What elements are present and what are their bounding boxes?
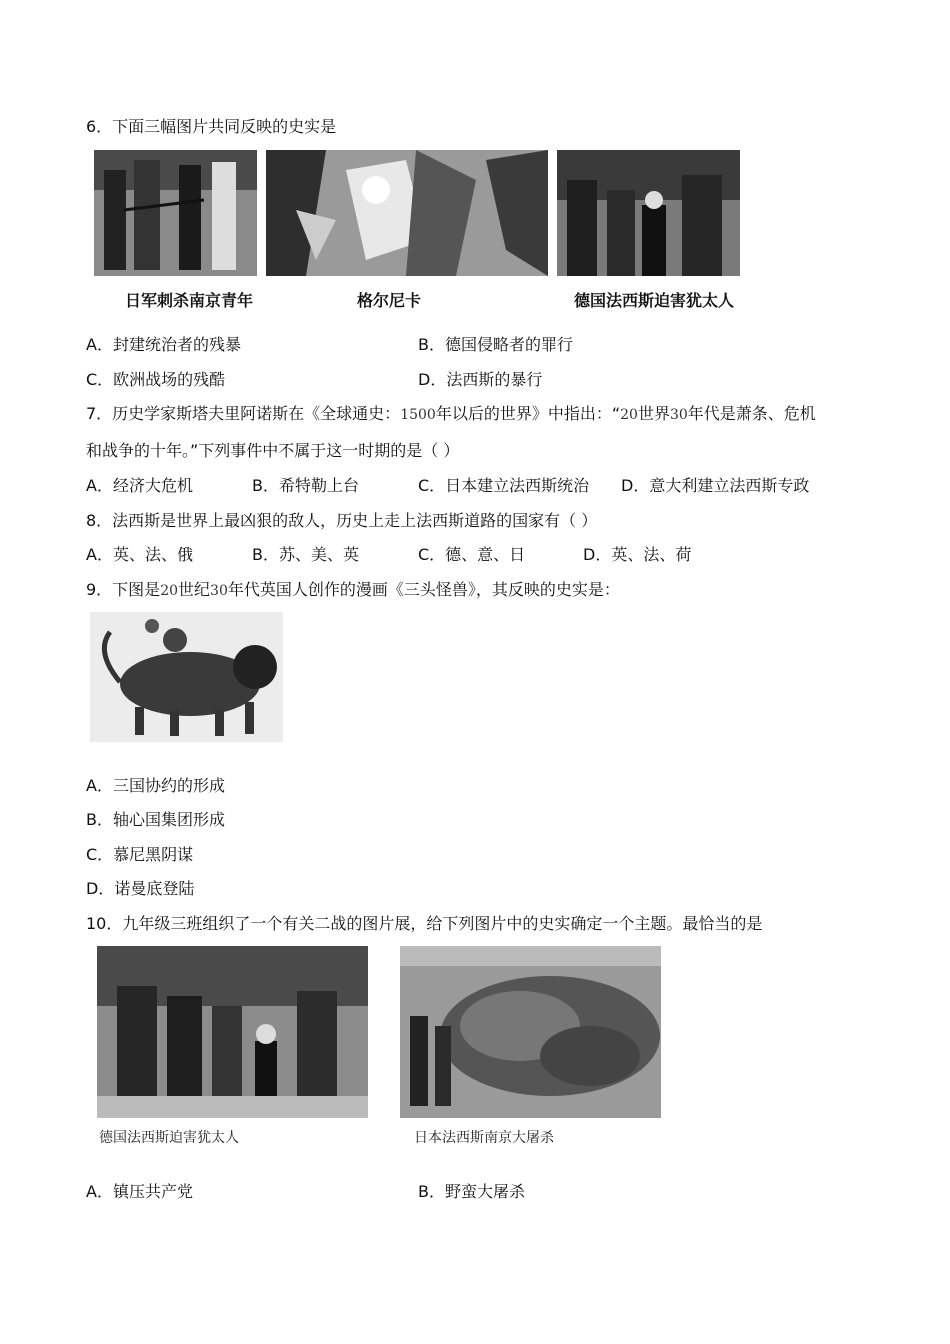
q9-option-c: C．慕尼黑阴谋 <box>86 845 194 864</box>
cartoon-three-headed-monster <box>90 612 283 742</box>
q6-option-d: D．法西斯的暴行 <box>418 370 543 389</box>
q10-option-b: B．野蛮大屠杀 <box>418 1182 525 1201</box>
q8-option-d: D．英、法、荷 <box>583 545 692 564</box>
q7-text-3: 世界 <box>637 404 670 423</box>
q6-option-a: A．封建统治者的残暴 <box>86 335 241 354</box>
q7-option-d: D．意大利建立法西斯专政 <box>621 476 810 495</box>
q9-number-20: 20 <box>160 583 179 599</box>
q9-stem <box>86 579 620 602</box>
q9-text-1: 9．下图是 <box>86 580 161 599</box>
q8-option-a: A．英、法、俄 <box>86 545 193 564</box>
q7-option-b: B．希特勒上台 <box>252 476 359 495</box>
q6-option-c: C．欧洲战场的残酷 <box>86 370 226 389</box>
q7-number-30: 30 <box>669 407 688 423</box>
q7-text-2: 年以后的世界》中指出：“ <box>435 404 621 423</box>
q7-number-20: 20 <box>620 407 638 423</box>
q6-caption-3: 德国法西斯迫害犹太人 <box>574 291 735 310</box>
photo-nanjing-bayonet <box>94 150 257 276</box>
photo-warsaw-ghetto <box>97 946 368 1118</box>
q6-stem: 6．下面三幅图片共同反映的史实是 <box>86 117 337 136</box>
q7-stem-line2: 和战争的十年。”下列事件中不属于这一时期的是（ ） <box>86 441 460 460</box>
q9-text-3: 年代英国人创作的漫画《三头怪兽》，其反映的史实是： <box>227 580 620 599</box>
photo-nanjing-massacre <box>400 946 661 1118</box>
q6-option-b: B．德国侵略者的罪行 <box>418 335 573 354</box>
q7-text-4: 年代是萧条、危机 <box>687 404 816 423</box>
q7-number-1500: 1500 <box>400 407 436 423</box>
q7-option-a: A．经济大危机 <box>86 476 193 495</box>
q9-text-2: 世纪 <box>178 580 211 599</box>
q6-caption-1: 日军刺杀南京青年 <box>125 291 254 310</box>
painting-guernica <box>266 150 548 276</box>
q8-option-b: B．苏、美、英 <box>252 545 359 564</box>
q8-option-c: C．德、意、日 <box>418 545 526 564</box>
q9-option-b: B．轴心国集团形成 <box>86 810 225 829</box>
q9-option-a: A．三国协约的形成 <box>86 776 225 795</box>
photo-jewish-persecution <box>557 150 740 276</box>
q7-text-1: 7．历史学家斯塔夫里阿诺斯在《全球通史： <box>86 404 401 423</box>
q10-stem: 10．九年级三班组织了一个有关二战的图片展，给下列图片中的史实确定一个主题。最恰当的是 <box>86 914 763 933</box>
q8-stem: 8．法西斯是世界上最凶狠的敌人，历史上走上法西斯道路的国家有（ ） <box>86 511 598 530</box>
q6-caption-2: 格尔尼卡 <box>357 291 422 310</box>
q7-stem-line1 <box>86 403 816 426</box>
q9-option-d: D．诺曼底登陆 <box>86 879 195 898</box>
q10-caption-1: 德国法西斯迫害犹太人 <box>99 1130 239 1146</box>
q7-option-c: C．日本建立法西斯统治 <box>418 476 590 495</box>
q9-number-30: 30 <box>210 583 228 599</box>
q10-caption-2: 日本法西斯南京大屠杀 <box>414 1130 554 1146</box>
q10-option-a: A．镇压共产党 <box>86 1182 193 1201</box>
